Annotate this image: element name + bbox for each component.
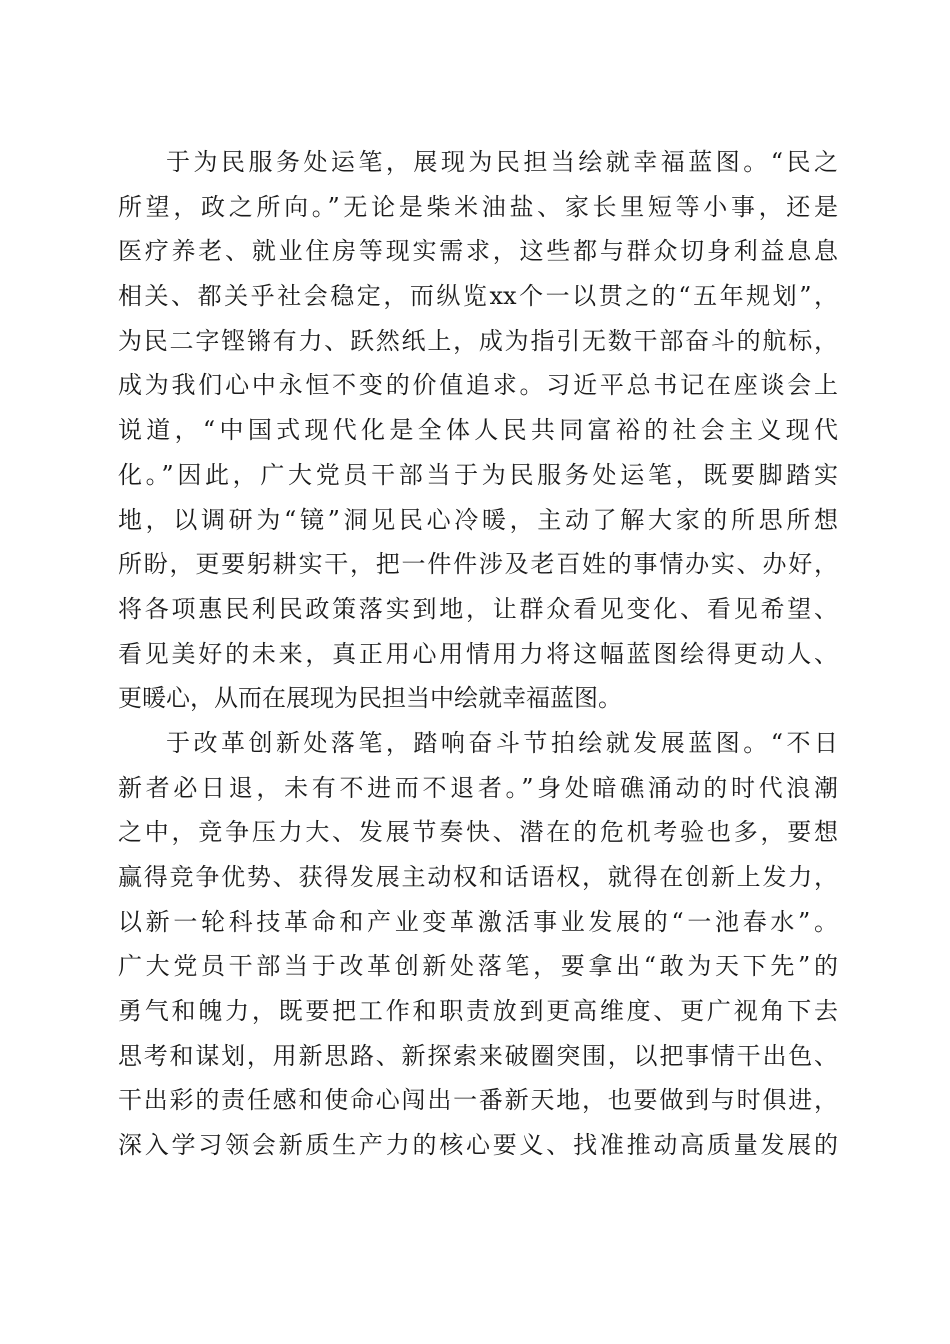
paragraph-2-line-4: 赢得竞争优势、获得发展主动权和话语权，就得在创新上发力， (118, 863, 838, 891)
paragraph-2-line-1: 于改革创新处落笔，踏响奋斗节拍绘就发展蓝图。“不日 (166, 728, 838, 757)
paragraph-1-line-3: 医疗养老、就业住房等现实需求，这些都与群众切身利益息息 (118, 237, 838, 266)
paragraph-1-line-5: 为民二字铿锵有力、跃然纸上，成为指引无数干部奋斗的航标， (118, 326, 838, 355)
paragraph-2-line-3: 之中，竞争压力大、发展节奏快、潜在的危机考验也多，要想 (118, 818, 838, 847)
paragraph-1-line-4: 相关、都关乎社会稳定，而纵览xx个一以贯之的“五年规划”， (118, 282, 838, 311)
paragraph-1-line-11: 将各项惠民利民政策落实到地，让群众看见变化、看见希望、 (118, 594, 838, 623)
paragraph-2-line-5: 以新一轮科技革命和产业变革激活事业发展的“一池春水”。 (118, 907, 838, 936)
paragraph-2-line-2: 新者必日退，未有不进而不退者。”身处暗礁涌动的时代浪潮 (118, 773, 838, 802)
paragraph-1-line-8: 化。”因此，广大党员干部当于为民服务处运笔，既要脚踏实 (118, 460, 838, 489)
paragraph-2-line-7: 勇气和魄力，既要把工作和职责放到更高维度、更广视角下去 (118, 997, 838, 1026)
paragraph-1-line-9: 地，以调研为“镜”洞见民心冷暖，主动了解大家的所思所想 (118, 505, 838, 534)
paragraph-2-line-6: 广大党员干部当于改革创新处落笔，要拿出“敢为天下先”的 (118, 952, 838, 981)
paragraph-1-line-6: 成为我们心中永恒不变的价值追求。习近平总书记在座谈会上 (118, 371, 838, 400)
paragraph-1-line-12: 看见美好的未来，真正用心用情用力将这幅蓝图绘得更动人、 (118, 639, 838, 668)
paragraph-1-line-1: 于为民服务处运笔，展现为民担当绘就幸福蓝图。“民之 (166, 148, 838, 176)
body-text (118, 140, 838, 1168)
paragraph-2-line-9: 干出彩的责任感和使命心闯出一番新天地，也要做到与时俱进， (118, 1086, 838, 1115)
paragraph-1-line-7: 说道，“中国式现代化是全体人民共同富裕的社会主义现代 (118, 416, 838, 445)
paragraph-1-line-10: 所盼，更要躬耕实干，把一件件涉及老百姓的事情办实、办好， (118, 550, 838, 579)
paragraph-2-line-10: 深入学习领会新质生产力的核心要义、找准推动高质量发展的 (118, 1131, 838, 1160)
paragraph-1-line-13: 更暖心，从而在展现为民担当中绘就幸福蓝图。 (118, 684, 622, 713)
paragraph-2-line-8: 思考和谋划，用新思路、新探索来破圈突围，以把事情干出色、 (118, 1041, 838, 1070)
paragraph-1-line-2: 所望，政之所向。”无论是柴米油盐、家长里短等小事，还是 (118, 192, 838, 221)
